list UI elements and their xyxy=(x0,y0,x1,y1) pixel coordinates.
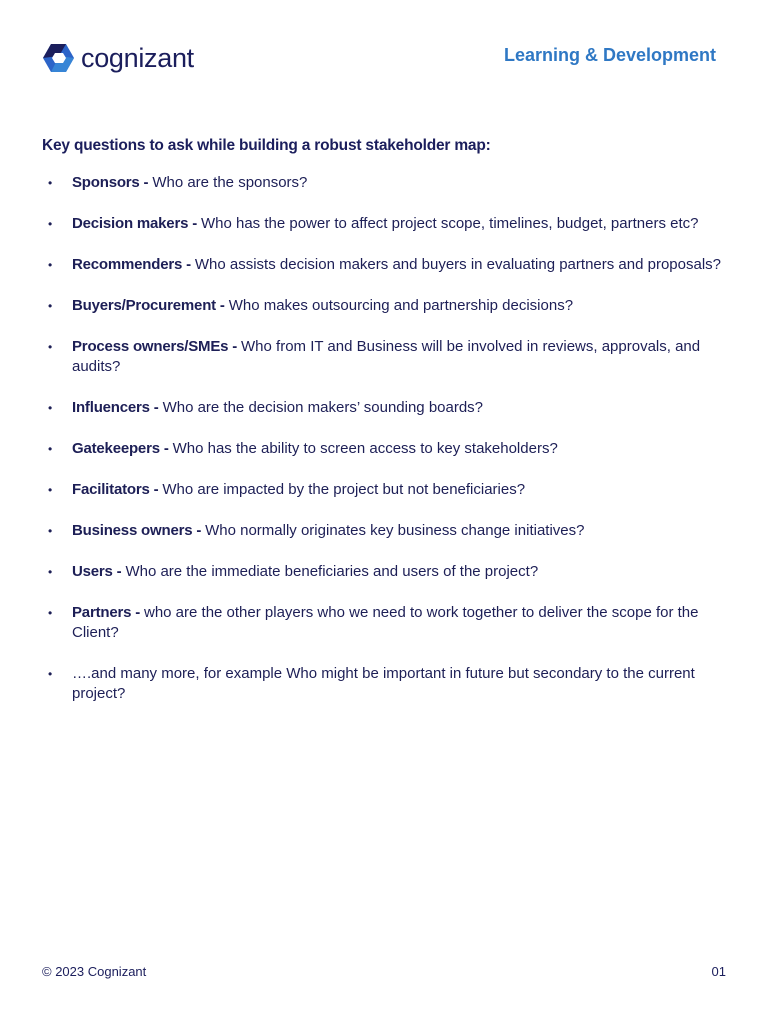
bullet-dot: • xyxy=(48,217,53,231)
cognizant-logo xyxy=(42,42,194,74)
item-term: Partners - xyxy=(72,604,144,621)
section-title: Learning & Development xyxy=(503,45,716,65)
list-item xyxy=(42,439,722,459)
item-text: Who has the ability to screen access to key stakeholders? xyxy=(172,440,558,457)
bullet-dot: • xyxy=(48,667,53,681)
item-text: Who normally originates key business change initiatives? xyxy=(205,522,585,539)
bullet-dot: • xyxy=(48,606,53,620)
item-text: Who assists decision makers and buyers in evaluating partners and proposals? xyxy=(194,256,721,273)
item-term: Users - xyxy=(72,563,126,580)
list-item xyxy=(42,337,722,377)
cognizant-logo-icon xyxy=(42,42,75,74)
item-text: Who has the power to affect project scope, timelines, budget, partners etc? xyxy=(200,215,699,232)
list-item xyxy=(42,214,722,234)
content-heading: Key questions to ask while building a robust stakeholder map: xyxy=(42,137,491,154)
item-term: Recommenders - xyxy=(72,256,195,273)
list-item xyxy=(42,664,722,704)
footer-copyright: © 2023 Cognizant xyxy=(42,964,147,979)
list-item xyxy=(42,480,722,500)
list-item xyxy=(42,521,722,541)
list-item xyxy=(42,296,722,316)
bullet-dot: • xyxy=(48,483,53,497)
page-header xyxy=(42,40,716,76)
bullet-dot: • xyxy=(48,442,53,456)
item-term: Influencers - xyxy=(72,399,163,416)
item-term: Decision makers - xyxy=(72,215,201,232)
list-item xyxy=(42,603,722,643)
list-item xyxy=(42,255,722,275)
item-term: Buyers/Procurement - xyxy=(72,297,229,314)
logo-wordmark: cognizant xyxy=(81,43,194,73)
item-term: Sponsors - xyxy=(72,174,153,191)
bullet-dot: • xyxy=(48,401,53,415)
item-text: Who from IT and Business will be involved in reviews, approvals, and audits? xyxy=(72,338,701,375)
main-content xyxy=(42,137,722,725)
item-term: Facilitators - xyxy=(72,481,163,498)
bullet-dot: • xyxy=(48,524,53,538)
item-text: ….and many more, for example Who might be important in future but secondary to the current project? xyxy=(72,665,695,702)
item-term: Gatekeepers - xyxy=(72,440,173,457)
bullet-dot: • xyxy=(48,565,53,579)
bullet-dot: • xyxy=(48,176,53,190)
item-term: Business owners - xyxy=(72,522,206,539)
item-text: who are the other players who we need to work together to deliver the scope for the Client? xyxy=(72,604,699,641)
list-item xyxy=(42,562,722,582)
list-item xyxy=(42,398,722,418)
item-term: Process owners/SMEs - xyxy=(72,338,242,355)
item-text: Who are impacted by the project but not beneficiaries? xyxy=(162,481,526,498)
bullet-dot: • xyxy=(48,299,53,313)
list-item xyxy=(42,173,722,193)
bullet-dot: • xyxy=(48,258,53,272)
item-text: Who are the decision makers’ sounding boards? xyxy=(162,399,484,416)
item-text: Who are the sponsors? xyxy=(152,174,308,191)
footer-page-number: 01 xyxy=(711,964,726,979)
bullet-dot: • xyxy=(48,340,53,354)
item-text: Who makes outsourcing and partnership decisions? xyxy=(228,297,574,314)
item-text: Who are the immediate beneficiaries and users of the project? xyxy=(125,563,539,580)
stakeholder-question-list xyxy=(42,173,722,704)
